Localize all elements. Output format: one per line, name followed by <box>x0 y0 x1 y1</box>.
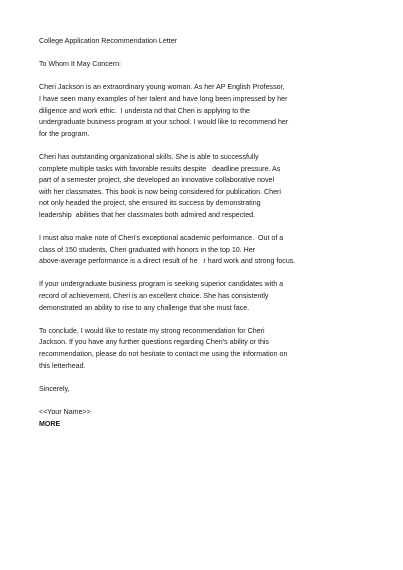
letter-body <box>39 36 369 430</box>
paragraph-line: not only headed the project, she ensured its success by demonstrating <box>39 199 261 208</box>
paragraph-line: class of 150 students, Cheri graduated with honors in the top 10. Her <box>39 245 256 254</box>
paragraph-line: Jackson. If you have any further questions regarding Cheri's ability or this <box>39 338 270 347</box>
signature-placeholder: <<Your Name>> <box>39 408 91 416</box>
spacer <box>39 71 369 83</box>
paragraph-line: To conclude, I would like to restate my strong recommendation for Cheri <box>39 326 265 335</box>
paragraph-line: recommendation, please do not hesitate to contact me using the information on <box>39 350 288 359</box>
paragraph-line: for the program. <box>39 129 90 138</box>
paragraph-line: leadership abilities that her classmates both admired and respected. <box>39 210 256 219</box>
paragraph-3 <box>39 233 369 268</box>
paragraph-line: undergraduate business program at your school. I would like to recommend her <box>39 118 289 127</box>
paragraph-4 <box>39 279 369 314</box>
paragraph-line: demonstrated an ability to rise to any challenge that she must face. <box>39 303 250 312</box>
paragraph-line: with her classmates. This book is now being considered for publication. Cheri <box>39 187 281 196</box>
paragraph-line: record of achievement, Cheri is an excellent choice. She has consistently <box>39 292 269 301</box>
letter-title: College Application Recommendation Letter <box>39 37 178 45</box>
paragraph-line: If your undergraduate business program is seeking superior candidates with a <box>39 280 284 289</box>
spacer <box>39 268 369 280</box>
spacer <box>39 140 369 152</box>
paragraph-line: part of a semester project, she developed an innovative collaborative novel <box>39 176 275 185</box>
paragraph-line: complete multiple tasks with favorable results despite deadline pressure. As <box>39 164 281 173</box>
paragraph-line: above-average performance is a direct result of he r hard work and strong focus. <box>39 257 296 266</box>
paragraph-line: this letterhead. <box>39 361 86 370</box>
spacer <box>39 48 369 60</box>
spacer <box>39 395 369 407</box>
paragraph-1 <box>39 82 369 140</box>
spacer <box>39 314 369 326</box>
paragraph-line: Cheri has outstanding organizational skills. She is able to successfully <box>39 152 259 161</box>
paragraph-5 <box>39 326 369 372</box>
paragraph-line: I have seen many examples of her talent and have long been impressed by her <box>39 94 288 103</box>
salutation: To Whom It May Concern: <box>39 60 121 69</box>
paragraph-line: I must also make note of Cheri's exceptional academic performance. Out of a <box>39 234 284 243</box>
paragraph-line: diligence and work ethic. I understa nd that Cheri is applying to the <box>39 106 250 115</box>
spacer <box>39 222 369 234</box>
paragraph-line: Cheri Jackson is an extraordinary young woman. As her AP English Professor, <box>39 83 285 92</box>
paragraph-2 <box>39 152 369 222</box>
spacer <box>39 372 369 384</box>
more-link[interactable]: MORE <box>39 419 61 428</box>
closing: Sincerely, <box>39 384 70 393</box>
